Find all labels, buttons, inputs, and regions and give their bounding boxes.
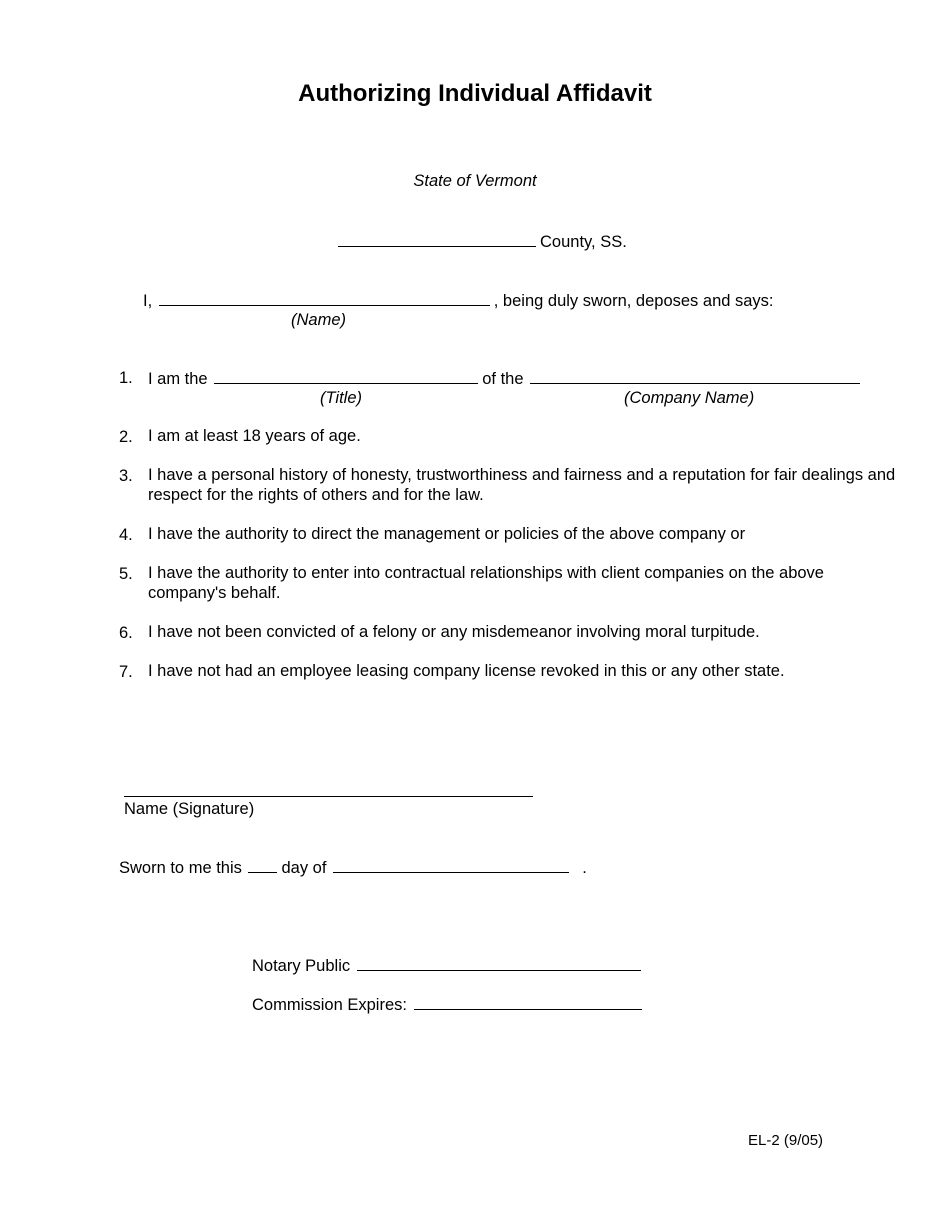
- item-text: I have not had an employee leasing company license revoked in this or any other state.: [148, 662, 785, 680]
- item-1-text: [148, 368, 864, 389]
- item-text: I am at least 18 years of age.: [148, 427, 361, 445]
- signature-line[interactable]: [124, 796, 533, 797]
- sworn-middle: day of: [281, 859, 327, 877]
- sworn-suffix: .: [582, 859, 587, 877]
- county-line: [338, 231, 627, 252]
- sworn-month-blank[interactable]: [333, 857, 569, 873]
- item-number: 1.: [119, 369, 133, 387]
- sworn-line: [119, 857, 587, 878]
- company-name-caption: (Company Name): [624, 389, 755, 407]
- county-blank[interactable]: [338, 231, 536, 247]
- title-blank[interactable]: [214, 368, 478, 384]
- item-number: 6.: [119, 624, 133, 642]
- commission-line: [252, 994, 646, 1015]
- intro-prefix: I,: [143, 292, 153, 310]
- county-suffix: County, SS.: [540, 233, 627, 251]
- item-number: 7.: [119, 663, 133, 681]
- item-number: 5.: [119, 565, 133, 583]
- name-caption: (Name): [291, 311, 347, 329]
- notary-label: Notary Public: [252, 957, 351, 975]
- state-line: State of Vermont: [413, 172, 537, 190]
- title-caption: (Title): [320, 389, 363, 407]
- item-1-part2: of the: [482, 370, 524, 388]
- commission-label: Commission Expires:: [252, 996, 407, 1014]
- item-text: I have a personal history of honesty, trustworthiness and fairness and a reputation for fair dealings and respect for the rights of others and for the law.: [148, 466, 896, 504]
- document-title: Authorizing Individual Affidavit: [298, 80, 652, 107]
- item-1-part1: I am the: [148, 370, 208, 388]
- form-code: EL-2 (9/05): [748, 1132, 824, 1149]
- signature-label: Name (Signature): [124, 800, 255, 818]
- intro-line: [143, 290, 774, 311]
- item-text: I have the authority to direct the management or policies of the above company or: [148, 525, 746, 543]
- company-name-blank[interactable]: [530, 368, 860, 384]
- sworn-day-blank[interactable]: [248, 857, 277, 873]
- item-text: I have the authority to enter into contractual relationships with client companies on the above company's behalf.: [148, 564, 824, 602]
- item-number: 3.: [119, 467, 133, 485]
- notary-line: [252, 955, 645, 976]
- item-text: I have not been convicted of a felony or any misdemeanor involving moral turpitude.: [148, 623, 760, 641]
- intro-suffix: , being duly sworn, deposes and says:: [493, 292, 774, 310]
- item-number: 4.: [119, 526, 133, 544]
- item-number: 2.: [119, 428, 133, 446]
- sworn-prefix: Sworn to me this: [119, 859, 242, 877]
- commission-expires-blank[interactable]: [414, 994, 642, 1010]
- notary-blank[interactable]: [357, 955, 641, 971]
- name-blank[interactable]: [159, 290, 490, 306]
